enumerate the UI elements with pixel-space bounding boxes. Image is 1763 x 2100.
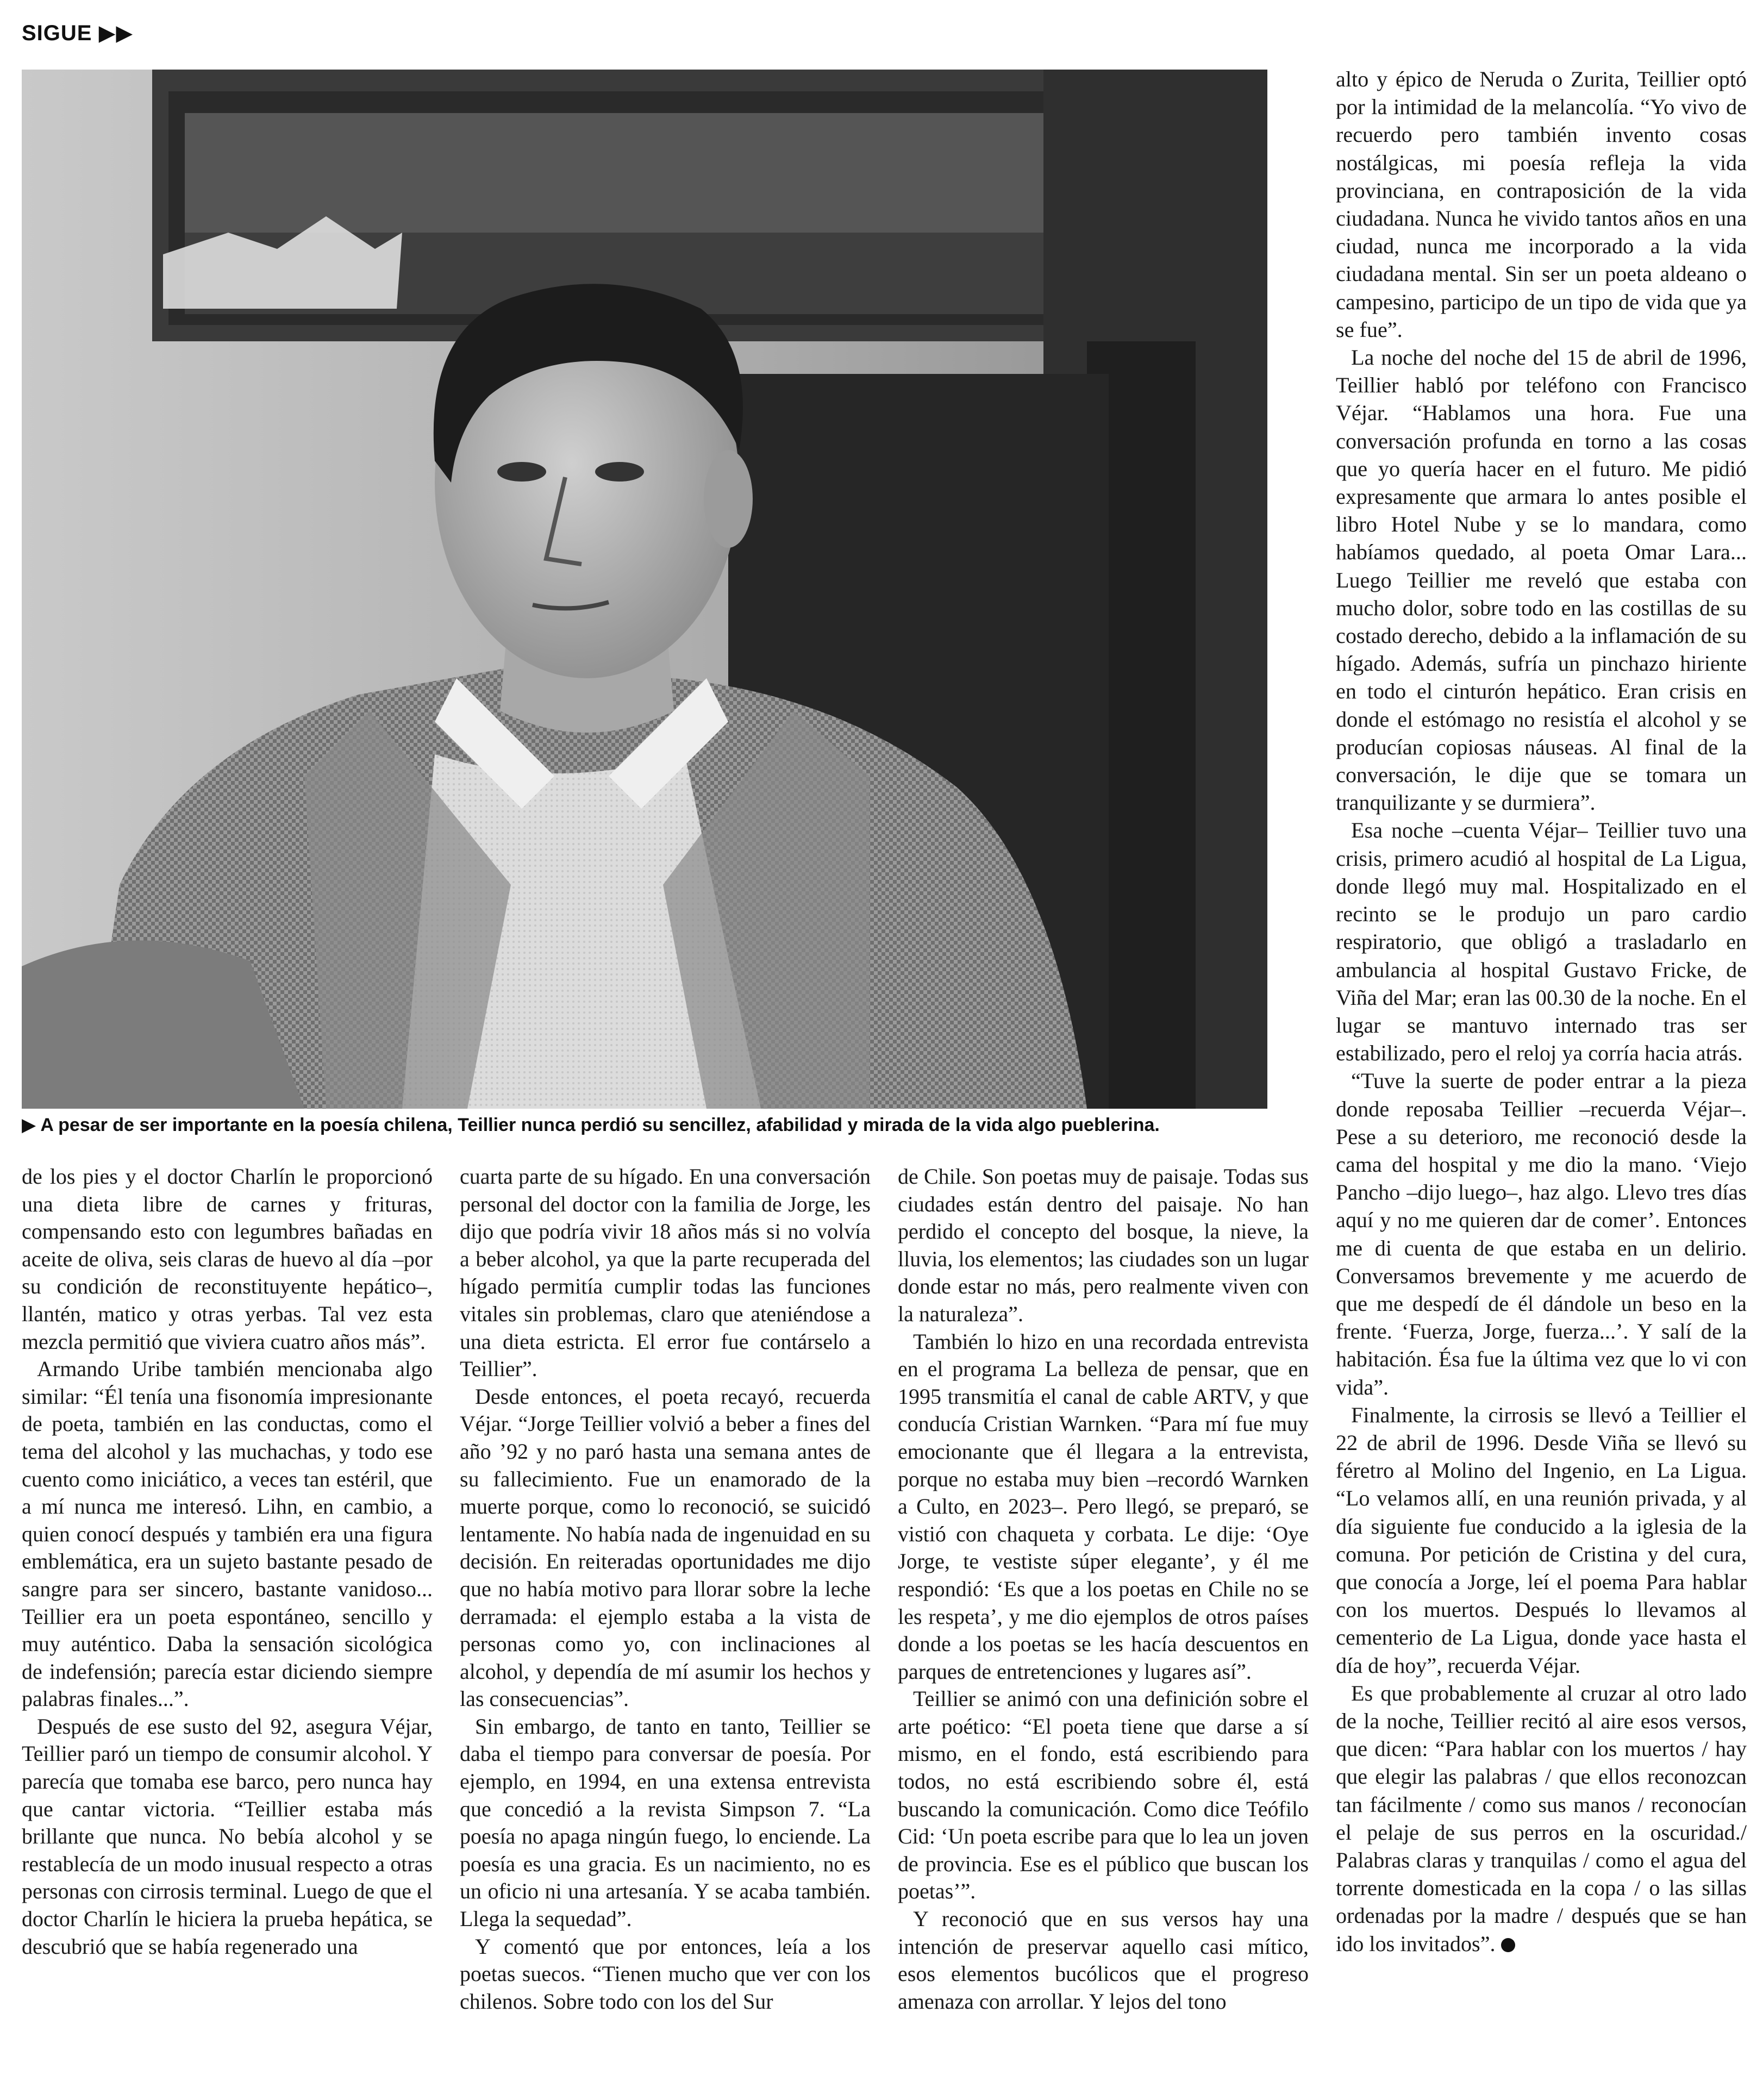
article-column-4 [1336,65,1747,1958]
paragraph: de Chile. Son poetas muy de paisaje. Todas sus ciudades están dentro del paisaje. No han perdido el concepto del bosque, la nieve, la lluvia, los elementos; las ciudades son un lugar donde estar no más, pero realmente viven con la naturaleza”. [898,1164,1309,1326]
paragraph: Finalmente, la cirrosis se llevó a Teillier el 22 de abril de 1996. Desde Viña se llevó su féretro al Molino del Ingenio, en La Ligua. “Lo velamos allí, en una reunión privada, y al día siguiente fue conducido a la iglesia de la comuna. Por petición de Cristina y del cura, que conocía a Jorge, leí el poema Para hablar con los muertos. Después lo llevamos al cementerio de La Ligua, donde yace hasta el día de hoy”, recuerda Véjar. [1336,1402,1747,1678]
paragraph: “Tuve la suerte de poder entrar a la pieza donde reposaba Teillier –recuerda Véjar–. Pese a su deterioro, me reconoció desde la cama del hospital y me dio la mano. ‘Viejo Pancho –dijo luego–, haz algo. Llevo tres días aquí y no me quieren dar de comer’. Entonces me di cuenta de que estaba en un delirio. Conversamos brevemente y me acuerdo de que me despedí de él dándole un beso en la frente. ‘Fuerza, Jorge, fuerza...’. Y salí de la habitación. Ésa fue la última vez que lo vi con vida”. [1336,1068,1747,1399]
section-label: SIGUE ▶▶ [22,21,134,45]
paragraph: Y reconoció que en sus versos hay una intención de preservar aquello casi mítico, esos elementos bucólicos que el progreso amenaza con arrollar. Y lejos del tono [898,1907,1309,2014]
paragraph: Esa noche –cuenta Véjar– Teillier tuvo una crisis, primero acudió al hospital de La Ligua, donde llegó muy mal. Hospitalizado en el recinto se le produjo un paro cardio respiratorio, que obligó a trasladarlo en ambulancia al hospital Gustavo Fricke, de Viña del Mar; eran las 00.30 de la noche. En el lugar se mantuvo internado tras ser estabilizado, pero el reloj ya corría hacia atrás. [1336,818,1747,1066]
paragraph: Armando Uribe también mencionaba algo similar: “Él tenía una fisonomía impresionante de poeta, también en las conductas, como el tema del alcohol y las muchachas, y todo ese cuento como iniciático, a veces tan estéril, que a mí nunca me interesó. Lihn, en cambio, a quien conocí después y también era una figura emblemática, era un sujeto bastante pesado de sangre para ser sincero, bastante vanidoso... Teillier era un poeta espontáneo, sencillo y muy auténtico. Daba la sensación sicológica de indefensión; parecía estar diciendo siempre palabras finales...”. [22,1357,433,1711]
article-column-1 [22,1163,433,1960]
paragraph: Después de ese susto del 92, asegura Véjar, Teillier paró un tiempo de consumir alcohol. Y parecía que tomaba ese barco, pero nunca hay que cantar victoria. “Teillier estaba más brillante que nunca. No bebía alcohol y se restablecía de un modo inusual respecto a otras personas con cirrosis terminal. Luego de que el doctor Charlín le hiciera la prueba hepática, se descubrió que se había regenerado una [22,1714,433,1959]
paragraph-text: Es que probablemente al cruzar al otro lado de la noche, Teillier recitó al aire esos versos, que dicen: “Para hablar con los muertos / hay que elegir las palabras / que ellos reconozcan tan fácilmente / como sus manos / reconocían el pelaje de sus perros en la oscuridad./ Palabras claras y tranquilas / como el agua del torrente domesticada en la copa / o las sillas ordenadas por la madre / después que se han ido los invitados”. [1336,1680,1747,1956]
portrait-photo [22,70,1267,1109]
portrait-illustration [22,70,1267,1109]
paragraph: También lo hizo en una recordada entrevista en el programa La belleza de pensar, que en 1995 transmitía el canal de cable ARTV, y que conducía Cristian Warnken. “Para mí fue muy emocionante que él llegara a la entrevista, porque no estaba muy bien –recordó Warnken a Culto, en 2023–. Pero llegó, se preparó, se vistió con chaqueta y corbata. Le dije: ‘Oye Jorge, te vestiste súper elegante’, y él me respondió: ‘Es que a los poetas en Chile no se les respeta’, y me dio ejemplos de otros países donde a los poetas se les hacía descuentos en parques de entretenciones y lugares así”. [898,1329,1309,1684]
paragraph: Desde entonces, el poeta recayó, recuerda Véjar. “Jorge Teillier volvió a beber a fines del año ’92 y no paró hasta una semana antes de su fallecimiento. Fue un enamorado de la muerte porque, como lo reconoció, se suicidó lentamente. No había nada de ingenuidad en su decisión. En reiteradas oportunidades me dijo que no había motivo para llorar sobre la leche derramada: el ejemplo estaba a la vista de personas como yo, con inclinaciones al alcohol, y dependía de mí asumir los hechos y las consecuencias”. [460,1384,871,1711]
paragraph: de los pies y el doctor Charlín le proporcionó una dieta libre de carnes y frituras, compensando esto con legumbres bañadas en aceite de oliva, seis claras de huevo al día –por su condición de reconstituyente hepático–, llantén, matico y otras yerbas. Tal vez esta mezcla permitió que viviera cuatro años más”. [22,1164,433,1354]
final-paragraph [1336,1679,1747,1958]
end-mark-icon [1501,1938,1515,1952]
paragraph: Teillier se animó con una definición sobre el arte poético: “El poeta tiene que darse a sí mismo, en el fondo, está escribiendo para todos, no está escribiendo sobre él, está buscando la comunicación. Como dice Teófilo Cid: ‘Un poeta escribe para que lo lea un joven de provincia. Ese es el público que buscan los poetas’”. [898,1686,1309,1904]
article-column-2 [460,1163,871,2015]
paragraph: La noche del noche del 15 de abril de 1996, Teillier habló por teléfono con Francisco Véjar. “Hablamos una hora. Fue una conversación profunda en torno a las cosas que yo quería hacer en el futuro. Me pidió expresamente que armara lo antes posible el libro Hotel Nube y se lo mandara, como habíamos quedado, al poeta Omar Lara... Luego Teillier me reveló que estaba con mucho dolor, sobre todo en las costillas de su costado derecho, debido a la inflamación de su hígado. Además, sufría un pinchazo hiriente en todo el cinturón hepático. Eran crisis en donde el estómago no resistía el alcohol y se producían copiosas náuseas. Al final de la conversación, le dije que se tomara un tranquilizante y se durmiera”. [1336,345,1747,815]
photo-caption: ▶ A pesar de ser importante en la poesía chilena, Teillier nunca perdió su sencillez, afabilidad y mirada de la vida algo pueblerina. [22,1115,1160,1135]
paragraph: cuarta parte de su hígado. En una conversación personal del doctor con la familia de Jorge, les dijo que podría vivir 18 años más si no volvía a beber alcohol, ya que la parte recuperada del hígado permitía cumplir todas las funciones vitales sin problemas, claro que ateniéndose a una dieta estricta. El error fue contárselo a Teillier”. [460,1164,871,1382]
paragraph: Y comentó que por entonces, leía a los poetas suecos. “Tienen mucho que ver con los chilenos. Sobre todo con los del Sur [460,1934,871,2014]
paragraph: alto y épico de Neruda o Zurita, Teillier optó por la intimidad de la melancolía. “Yo vivo de recuerdo pero también invento cosas nostálgicas, mi poesía refleja la vida provinciana, en contraposición de la vida ciudadana. Nunca he vivido tantos años en una ciudad, nunca me incorporado a la vida ciudadana mental. Sin ser un poeta aldeano o campesino, participo de un tipo de vida que ya se fue”. [1336,67,1747,342]
paragraph: Sin embargo, de tanto en tanto, Teillier se daba el tiempo para conversar de poesía. Por ejemplo, en 1994, en una extensa entrevista que concedió a la revista Simpson 7. “La poesía no apaga ningún fuego, lo enciende. La poesía es una gracia. Es un nacimiento, no es un oficio ni una artesanía. Y se acaba también. Llega la sequedad”. [460,1714,871,1932]
article-column-3 [898,1163,1309,2015]
